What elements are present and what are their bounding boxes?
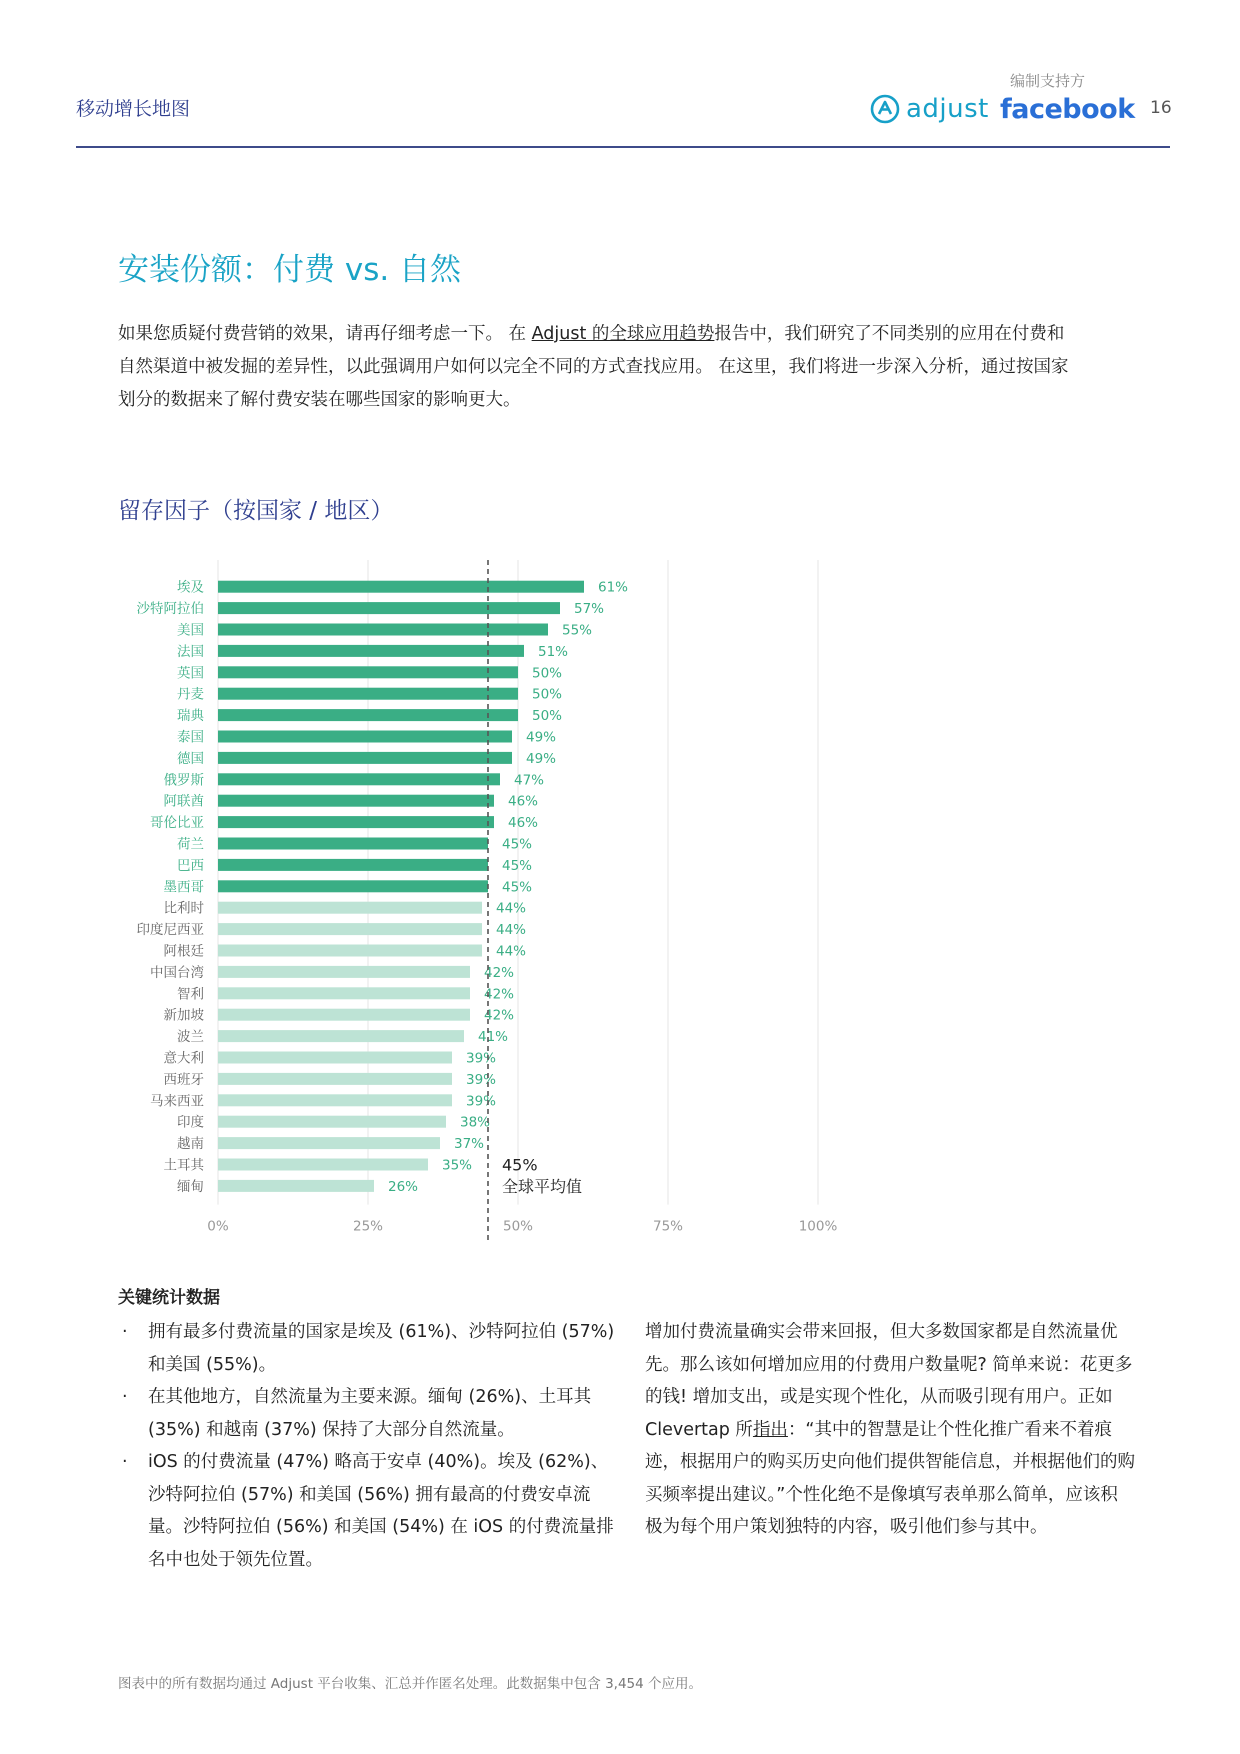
page-number: 16	[1150, 98, 1172, 118]
value-label: 45%	[502, 879, 533, 896]
value-label: 45%	[502, 836, 533, 853]
intro-text-2: 报告中，我们研究了不同类别的应用在付费和自然渠道中被发掘的差异性，以此强调用户如何以完全不同的方式查找应用。 在这里，我们将进一步深入分析，通过按国家划分的数据来了解付费安装在哪些国家的影响更大。	[118, 324, 1069, 410]
stats-bullet-text: 拥有最多付费流量的国家是埃及 (61%)、沙特阿拉伯 (57%) 和美国 (55%)。	[148, 1322, 615, 1375]
bar	[218, 752, 512, 764]
category-label: 英国	[177, 665, 204, 682]
category-label: 缅甸	[177, 1178, 204, 1195]
bar	[218, 966, 470, 978]
value-label: 42%	[484, 986, 515, 1003]
average-value-label: 45%	[502, 1155, 538, 1175]
category-label: 比利时	[163, 900, 204, 917]
value-label: 57%	[574, 601, 605, 618]
adjust-logo-icon	[870, 94, 900, 124]
x-tick-label: 0%	[207, 1218, 229, 1235]
category-label: 丹麦	[177, 686, 204, 703]
header-title: 移动增长地图	[76, 98, 191, 120]
value-label: 35%	[442, 1157, 473, 1174]
value-label: 44%	[496, 900, 527, 917]
value-label: 38%	[460, 1114, 491, 1131]
intro-text-1: 如果您质疑付费营销的效果，请再仔细考虑一下。 在	[118, 324, 532, 344]
bullet-marker: ·	[122, 1452, 128, 1472]
value-label: 46%	[508, 815, 539, 832]
right-text-1: 增加付费流量确实会带来回报，但大多数国家都是自然流量优先。那么该如何增加应用的付费用户数量呢? 简单来说：花更多的钱! 增加支出，或是实现个性化，从而吸引现有用户。正如 Clevertap 所	[645, 1322, 1133, 1440]
category-label: 俄罗斯	[163, 772, 204, 789]
stats-bullet	[118, 1316, 618, 1381]
bar	[218, 1073, 452, 1085]
bar	[218, 987, 470, 999]
value-label: 39%	[466, 1050, 497, 1067]
bar	[218, 880, 488, 892]
bar	[218, 666, 518, 678]
category-label: 智利	[177, 986, 204, 1003]
value-label: 49%	[526, 729, 557, 746]
value-label: 42%	[484, 1007, 515, 1024]
value-label: 50%	[532, 686, 563, 703]
value-label: 39%	[466, 1093, 497, 1110]
stats-bullet-list	[118, 1316, 618, 1576]
bar	[218, 709, 518, 721]
bar	[218, 645, 524, 657]
section-title: 安装份额：付费 vs. 自然	[118, 252, 462, 288]
bar	[218, 945, 482, 957]
category-label: 新加坡	[163, 1007, 204, 1024]
bar	[218, 773, 500, 785]
value-label: 41%	[478, 1029, 509, 1046]
value-label: 44%	[496, 922, 527, 939]
category-label: 波兰	[177, 1029, 204, 1046]
category-label: 沙特阿拉伯	[136, 601, 204, 618]
value-label: 50%	[532, 708, 563, 725]
bar	[218, 1009, 470, 1021]
category-label: 印度	[177, 1114, 204, 1131]
category-label: 中国台湾	[150, 964, 204, 981]
category-label: 意大利	[163, 1050, 204, 1067]
stats-bullet-text: 在其他地方，自然流量为主要来源。缅甸 (26%)、土耳其 (35%) 和越南 (37%) 保持了大部分自然流量。	[148, 1387, 592, 1440]
adjust-logo-text: adjust	[906, 94, 989, 124]
bullet-marker: ·	[122, 1387, 128, 1407]
bar	[218, 795, 494, 807]
facebook-logo: facebook	[1000, 94, 1135, 125]
category-label: 德国	[177, 750, 204, 767]
category-label: 埃及	[177, 579, 204, 596]
stats-bullet-text: iOS 的付费流量 (47%) 略高于安卓 (40%)。埃及 (62%)、沙特阿拉伯 (57%) 和美国 (56%) 拥有最高的付费安卓流量。沙特阿拉伯 (56%) 和美国 (54%) 在 iOS 的付费流量排名中也处于领先位置。	[148, 1452, 614, 1570]
category-label: 美国	[177, 622, 204, 639]
stats-bullet	[118, 1446, 618, 1576]
category-label: 法国	[177, 643, 204, 660]
chart-title: 留存因子（按国家 / 地区）	[118, 498, 394, 524]
bar	[218, 816, 494, 828]
x-tick-label: 75%	[652, 1218, 684, 1235]
category-label: 哥伦比亚	[150, 815, 204, 832]
bar	[218, 731, 512, 743]
value-label: 50%	[532, 665, 563, 682]
intro-paragraph	[118, 318, 1078, 417]
bar	[218, 1116, 446, 1128]
bar	[218, 581, 584, 593]
category-label: 阿联酋	[163, 793, 204, 810]
category-label: 土耳其	[163, 1157, 204, 1174]
x-tick-label: 25%	[352, 1218, 384, 1235]
bar	[218, 923, 482, 935]
bar	[218, 902, 482, 914]
category-label: 荷兰	[177, 836, 204, 853]
value-label: 55%	[562, 622, 593, 639]
category-label: 越南	[177, 1136, 204, 1153]
header-divider	[76, 146, 1170, 148]
value-label: 49%	[526, 750, 557, 767]
retention-bar-chart	[110, 560, 870, 1240]
bar	[218, 859, 488, 871]
value-label: 44%	[496, 943, 527, 960]
adjust-logo	[870, 94, 989, 124]
intro-report-link[interactable]: Adjust 的全球应用趋势	[531, 324, 715, 344]
category-label: 马来西亚	[150, 1093, 204, 1110]
stats-heading: 关键统计数据	[118, 1288, 220, 1308]
category-label: 阿根廷	[163, 943, 204, 960]
bar	[218, 688, 518, 700]
x-tick-label: 100%	[798, 1218, 838, 1235]
bar	[218, 624, 548, 636]
value-label: 39%	[466, 1071, 497, 1088]
category-label: 墨西哥	[163, 879, 204, 896]
value-label: 37%	[454, 1136, 485, 1153]
bar	[218, 838, 488, 850]
value-label: 45%	[502, 857, 533, 874]
category-label: 印度尼西亚	[136, 922, 204, 939]
bar	[218, 1180, 374, 1192]
bar	[218, 1159, 428, 1171]
average-text-label: 全球平均值	[502, 1176, 583, 1196]
x-tick-label: 50%	[502, 1218, 534, 1235]
category-label: 巴西	[177, 857, 204, 874]
value-label: 46%	[508, 793, 539, 810]
right-text-2: ：“其中的智慧是让个性化推广看来不着痕迹，根据用户的购买历史向他们提供智能信息，并根据他们的购买频率提出建议。”个性化绝不是像填写表单那么简单，应该积极为每个用户策划独特的内容，吸引他们参与其中。	[645, 1419, 1135, 1537]
value-label: 26%	[388, 1178, 419, 1195]
bar	[218, 602, 560, 614]
bar	[218, 1137, 440, 1149]
value-label: 42%	[484, 964, 515, 981]
right-paragraph	[645, 1316, 1135, 1544]
clevertap-link[interactable]: 指出	[752, 1419, 788, 1440]
stats-bullet	[118, 1381, 618, 1446]
category-label: 泰国	[177, 729, 204, 746]
value-label: 51%	[538, 643, 569, 660]
category-label: 瑞典	[177, 708, 204, 725]
value-label: 61%	[598, 579, 629, 596]
sponsor-label: 编制支持方	[1010, 72, 1086, 90]
footnote: 图表中的所有数据均通过 Adjust 平台收集、汇总并作匿名处理。此数据集中包含 3,454 个应用。	[118, 1676, 703, 1692]
category-label: 西班牙	[163, 1071, 204, 1088]
value-label: 47%	[514, 772, 545, 789]
bullet-marker: ·	[122, 1322, 128, 1342]
bar	[218, 1030, 464, 1042]
bar	[218, 1094, 452, 1106]
bar	[218, 1052, 452, 1064]
